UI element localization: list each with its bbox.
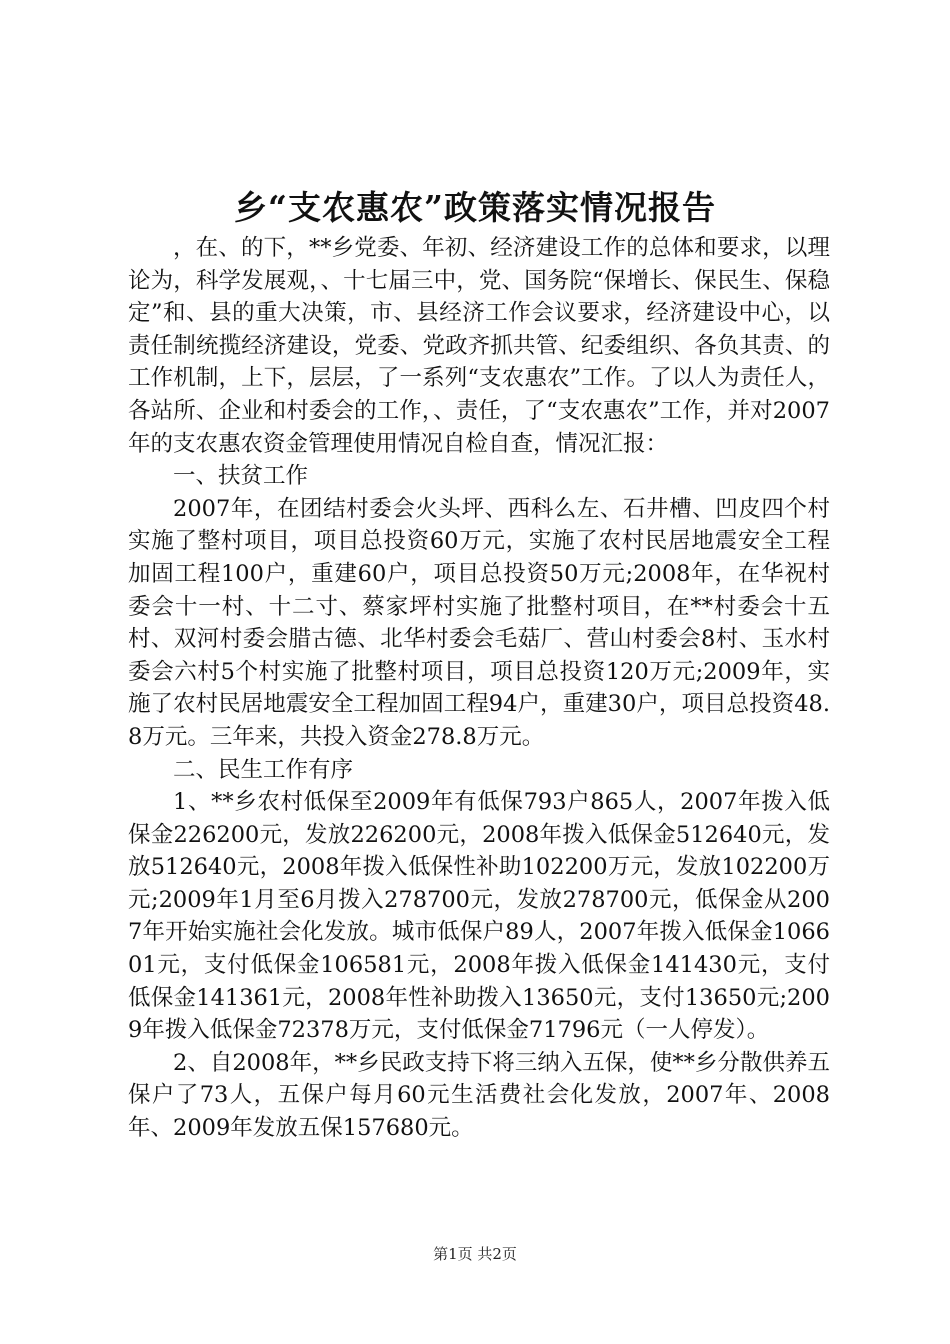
document-body — [128, 232, 830, 1145]
document-title: 乡“支农惠农”政策落实情况报告 — [234, 188, 716, 227]
livelihood-item-2-paragraph: 2、自2008年，**乡民政支持下将三纳入五保，使**乡分散供养五保户了73人，五保户每月60元生活费社会化发放，2007年、2008年、2009年发放五保157680元。 — [128, 1049, 830, 1142]
poverty-relief-paragraph: 2007年，在团结村委会火头坪、西科么左、石井槽、凹皮四个村实施了整村项目，项目总投资60万元，实施了农村民居地震安全工程加固工程100户，重建60户，项目总投资50万元;2008年，在华祝村委会十一村、十二寸、蔡家坪村实施了批整村项目，在**村委会十五村、双河村委会腊古德、北华村委会毛菇厂、营山村委会8村、玉水村委会六村5个村实施了批整村项目，项目总投资120万元;2009年，实施了农村民居地震安全工程加固工程94户，重建30户，项目总投资48.8万元。三年来，共投入资金278.8万元。 — [128, 495, 830, 750]
section-heading-poverty-relief: 一、扶贫工作 — [173, 463, 309, 490]
livelihood-item-1-paragraph: 1、**乡农村低保至2009年有低保793户865人，2007年拨入低保金226200元，发放226200元，2008年拨入低保金512640元，发放512640元，2008年拨入低保性补助102200万元，发放102200万元;2009年1月至6月拨入278700元，发放278700元，低保金从2007年开始实施社会化发放。城市低保户89人，2007年拨入低保金106601元，支付低保金106581元，2008年拨入低保金141430元，支付低保金141361元，2008年性补助拨入13650元，支付13650元;2009年拨入低保金72378万元，支付低保金71796元（一人停发）。 — [128, 789, 830, 1044]
page-footer: 第1页 共2页 — [433, 1245, 517, 1263]
intro-paragraph: ，在、的下，**乡党委、年初、经济建设工作的总体和要求，以理论为，科学发展观，、十七届三中，党、国务院“保增长、保民生、保稳定”和、县的重大决策，市、县经济工作会议要求，经济建设中心，以责任制统揽经济建设，党委、党政齐抓共管、纪委组织、各负其责、的工作机制，上下，层层，了一系列“支农惠农”工作。了以人为责任人，各站所、企业和村委会的工作，、责任，了“支农惠农”工作，并对2007年的支农惠农资金管理使用情况自检自查，情况汇报： — [128, 235, 830, 457]
section-heading-livelihood: 二、民生工作有序 — [173, 756, 354, 783]
